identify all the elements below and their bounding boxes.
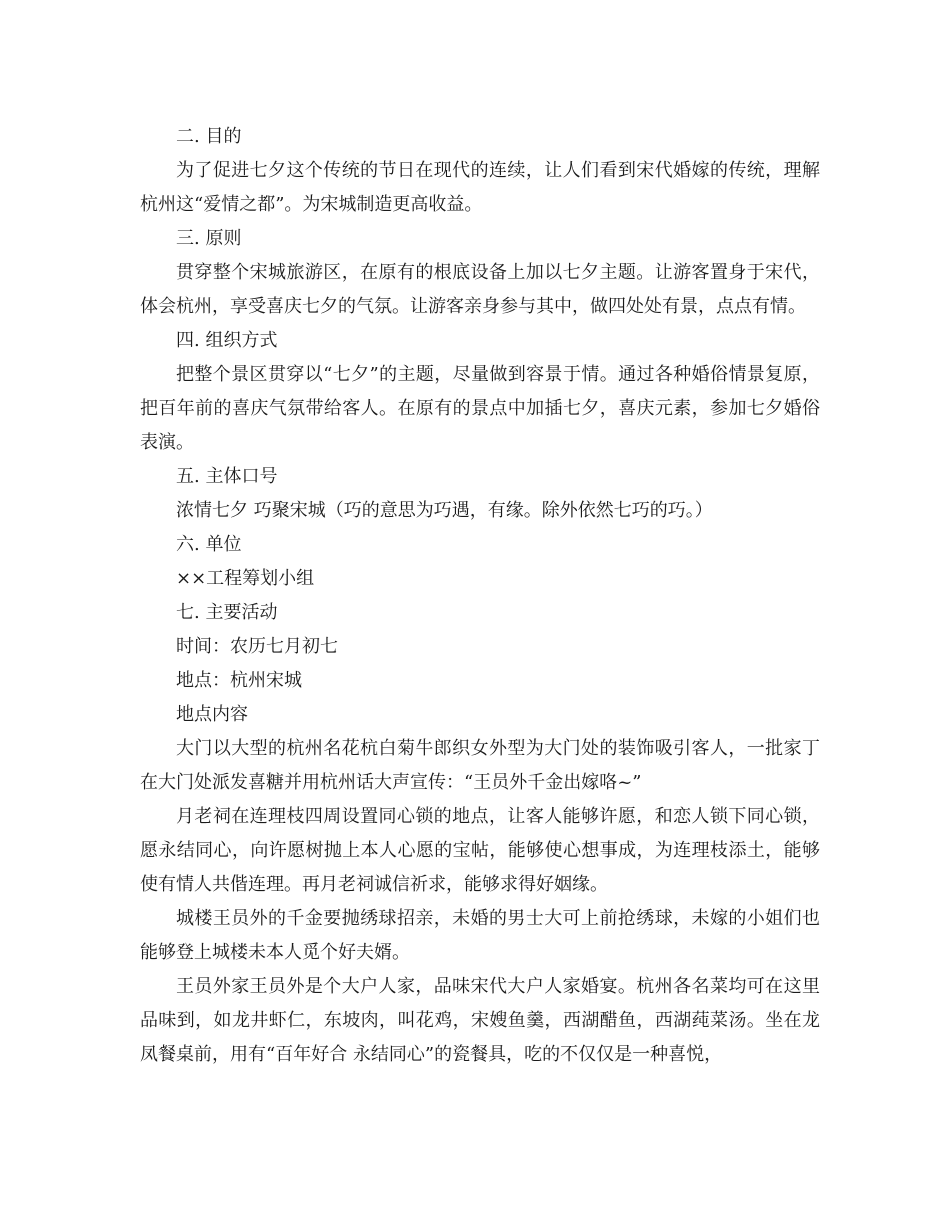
paragraph-location: 地点：杭州宋城 — [176, 670, 302, 691]
section-heading-slogan: 五. 主体口号 — [176, 466, 278, 487]
section-heading-purpose: 二. 目的 — [176, 126, 242, 147]
paragraph-unit: ××工程筹划小组 — [176, 568, 315, 589]
section-heading-unit: 六. 单位 — [176, 534, 242, 555]
section-heading-principle: 三. 原则 — [176, 228, 242, 249]
paragraph-main-gate: 大门以大型的杭州名花杭白菊牛郎织女外型为大门处的装饰吸引客人，一批家丁在大门处派发喜糖并用杭州话大声宣传：“王员外千金出嫁咯~” — [140, 738, 820, 793]
paragraph-wang-residence: 王员外家王员外是个大户人家，品味宋代大户人家婚宴。杭州各名菜均可在这里品味到，如龙井虾仁，东坡肉，叫花鸡，宋嫂鱼羹，西湖醋鱼，西湖莼菜汤。坐在龙凤餐桌前，用有“百年好合 永结同心”的瓷餐具，吃的不仅仅是一种喜悦， — [140, 976, 820, 1065]
paragraph-city-tower: 城楼王员外的千金要抛绣球招亲，未婚的男士大可上前抢绣球，未嫁的小姐们也能够登上城楼未本人觅个好夫婿。 — [140, 908, 820, 963]
paragraph-slogan: 浓情七夕 巧聚宋城（巧的意思为巧遇，有缘。除外依然七巧的巧。） — [176, 500, 713, 521]
paragraph-time: 时间：农历七月初七 — [176, 636, 338, 657]
paragraph-principle: 贯穿整个宋城旅游区，在原有的根底设备上加以七夕主题。让游客置身于宋代，体会杭州，享受喜庆七夕的气氛。让游客亲身参与其中，做四处处有景，点点有情。 — [140, 262, 820, 317]
section-heading-organization: 四. 组织方式 — [176, 330, 278, 351]
paragraph-location-content-heading: 地点内容 — [176, 704, 248, 725]
paragraph-purpose: 为了促进七夕这个传统的节日在现代的连续，让人们看到宋代婚嫁的传统，理解杭州这“爱情之都”。为宋城制造更高收益。 — [140, 160, 820, 215]
document-body — [140, 120, 820, 1072]
paragraph-yuelao-temple: 月老祠在连理枝四周设置同心锁的地点，让客人能够许愿，和恋人锁下同心锁，愿永结同心，向许愿树抛上本人心愿的宝帖，能够使心想事成，为连理枝添土，能够使有情人共偕连理。再月老祠诚信祈求，能够求得好姻缘。 — [140, 806, 820, 895]
section-heading-activities: 七. 主要活动 — [176, 602, 278, 623]
paragraph-organization: 把整个景区贯穿以“七夕”的主题，尽量做到容景于情。通过各种婚俗情景复原，把百年前的喜庆气氛带给客人。在原有的景点中加插七夕，喜庆元素，参加七夕婚俗表演。 — [140, 364, 820, 453]
